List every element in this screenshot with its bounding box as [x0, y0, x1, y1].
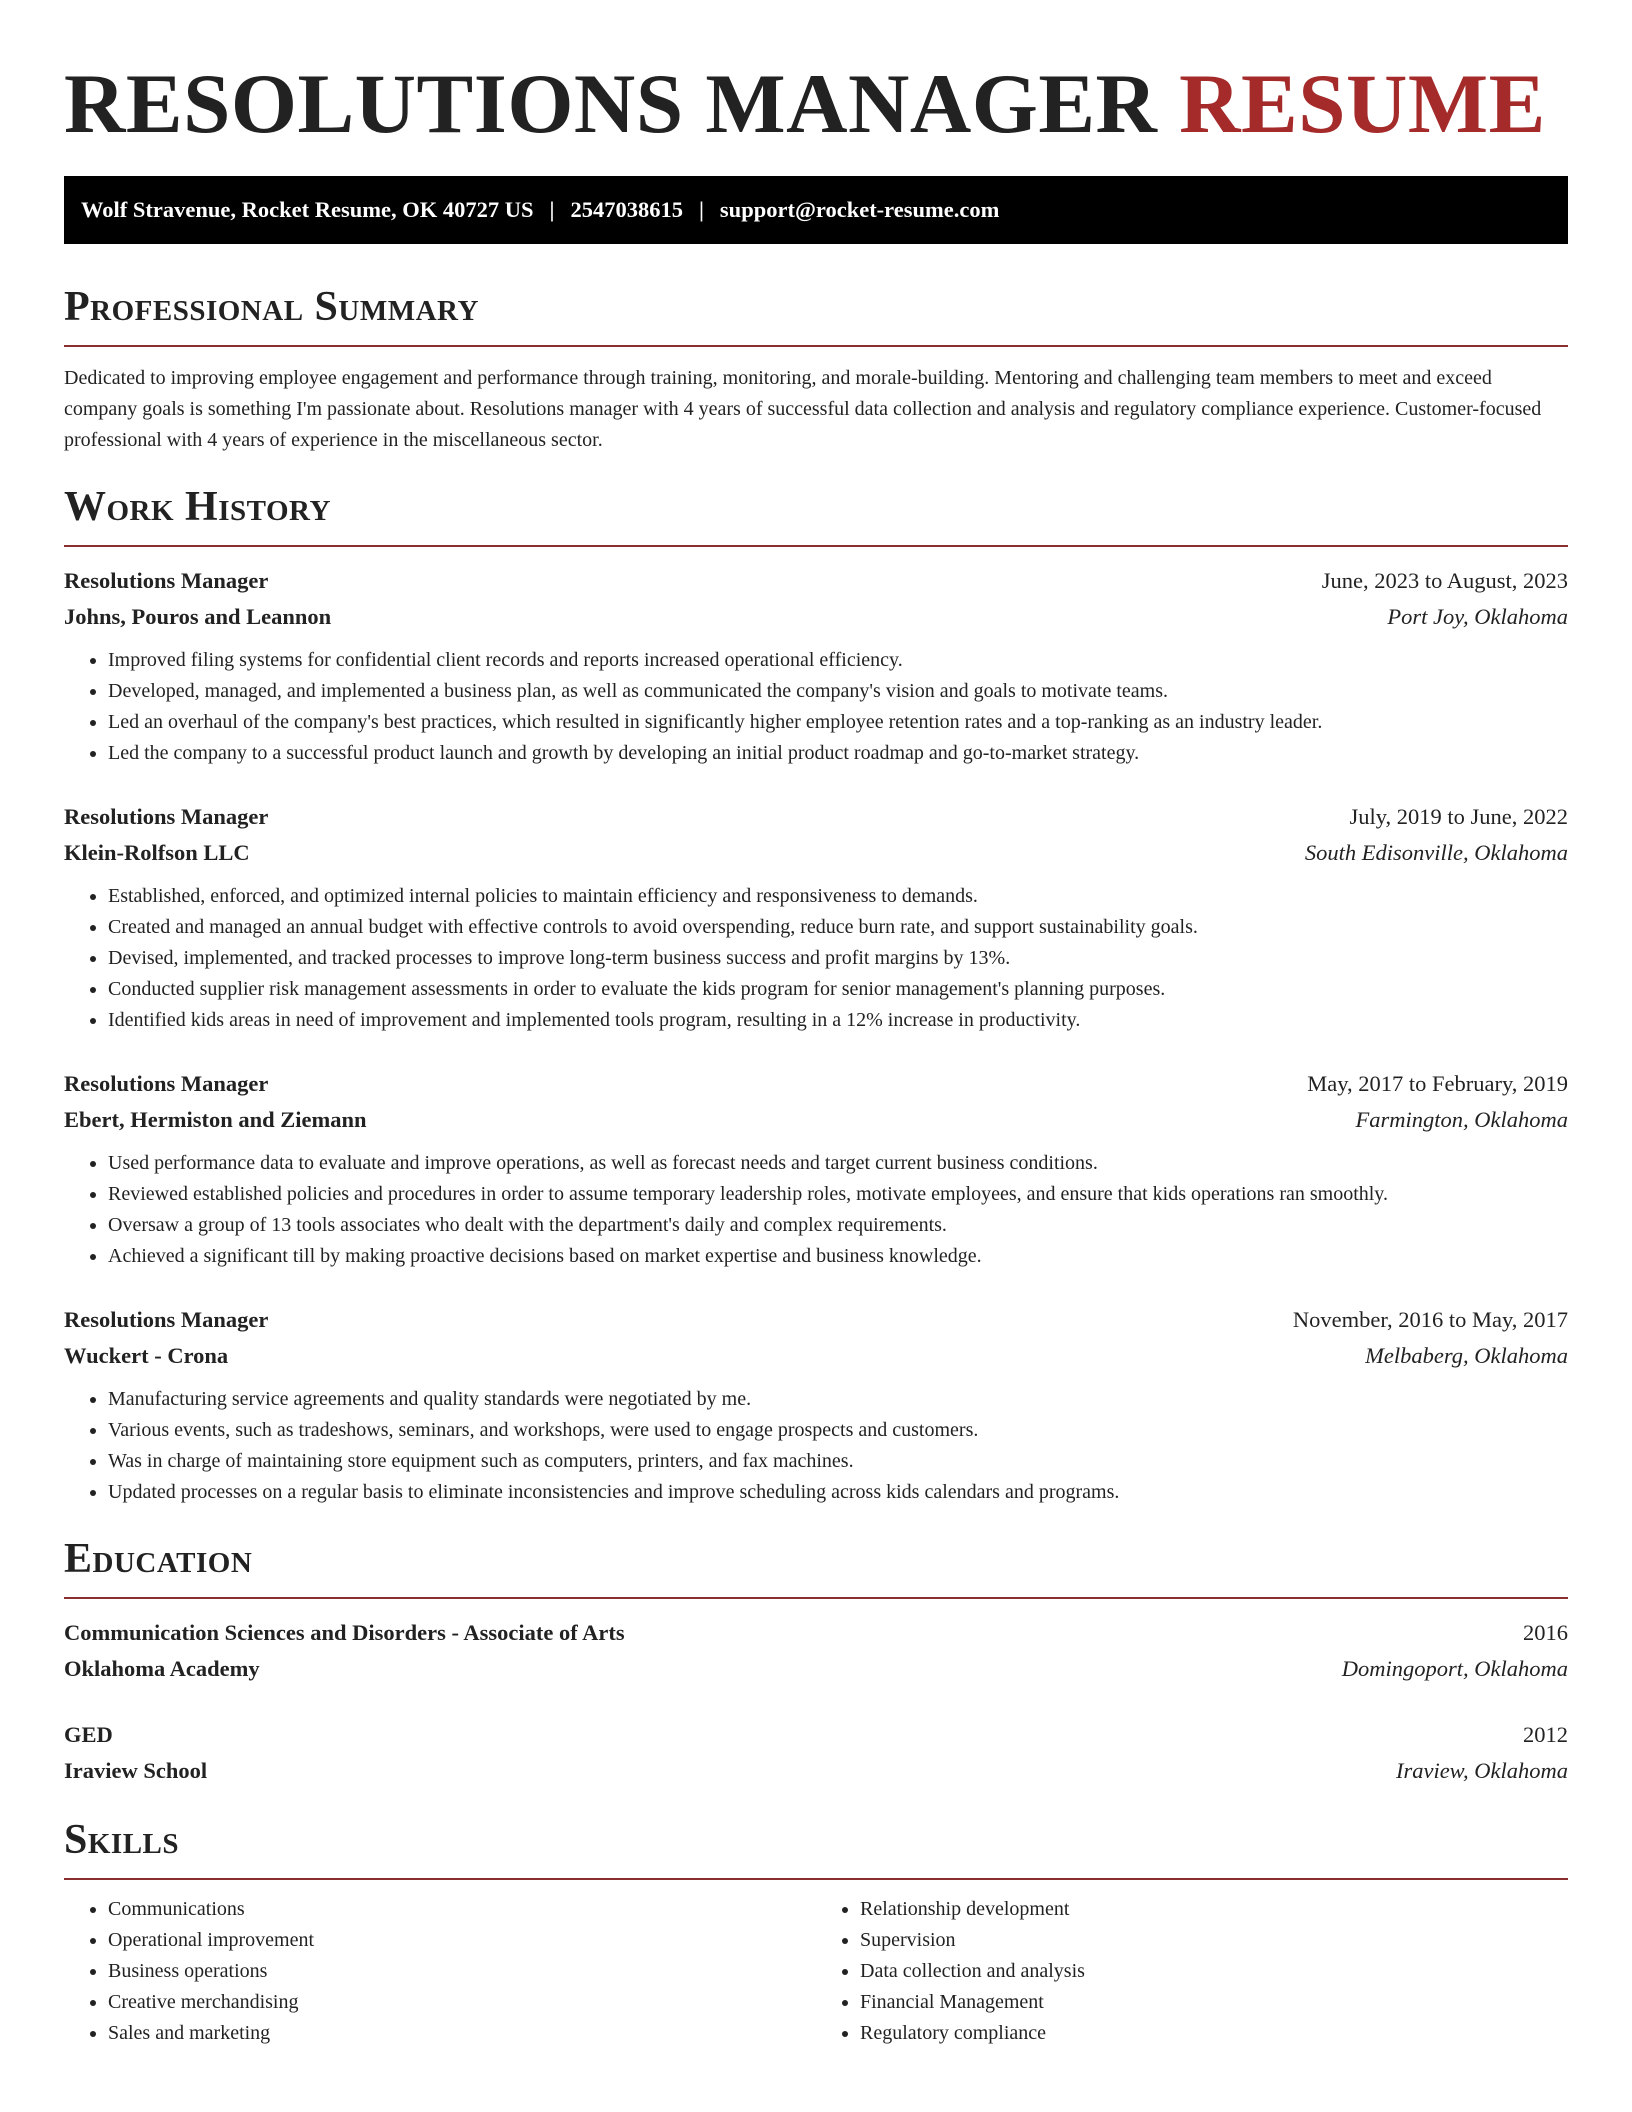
- job-entry: [64, 799, 1568, 1036]
- section-divider: [64, 1597, 1568, 1599]
- skill-item: • Financial Management: [860, 1987, 1568, 2018]
- job-bullet: • Updated processes on a regular basis to eliminate inconsistencies and improve scheduling across kids calendars and programs.: [108, 1477, 1568, 1508]
- job-company: Wuckert - Crona: [64, 1343, 229, 1368]
- job-header-row: [64, 563, 1568, 599]
- title-accent: RESUME: [1179, 57, 1546, 151]
- job-company-row: [64, 1102, 1568, 1138]
- summary-section: [64, 282, 1568, 456]
- job-bullet: • Created and managed an annual budget with effective controls to avoid overspending, reduce burn rate, and support sustainability goals.: [108, 912, 1568, 943]
- job-bullet: • Devised, implemented, and tracked processes to improve long-term business success and profit margins by 13%.: [108, 943, 1568, 974]
- job-company-row: [64, 599, 1568, 635]
- job-bullet: • Manufacturing service agreements and quality standards were negotiated by me.: [108, 1384, 1568, 1415]
- job-title: Resolutions Manager: [64, 1071, 269, 1096]
- education-degree-row: [64, 1717, 1568, 1753]
- skills-list-right: [816, 1894, 1568, 2049]
- job-bullet: • Improved filing systems for confidential client records and reports increased operational efficiency.: [108, 645, 1568, 676]
- job-bullet: • Used performance data to evaluate and improve operations, as well as forecast needs and target current business conditions.: [108, 1148, 1568, 1179]
- section-divider: [64, 1878, 1568, 1880]
- job-bullet: • Led an overhaul of the company's best practices, which resulted in significantly higher employee retention rates and a top-ranking as an industry leader.: [108, 707, 1568, 738]
- job-bullets: [64, 645, 1568, 769]
- job-location: Farmington, Oklahoma: [1355, 1107, 1568, 1132]
- job-bullet: • Various events, such as tradeshows, seminars, and workshops, were used to engage prospects and customers.: [108, 1415, 1568, 1446]
- job-title: Resolutions Manager: [64, 1307, 269, 1332]
- job-bullet: • Led the company to a successful product launch and growth by developing an initial product roadmap and go-to-market strategy.: [108, 738, 1568, 769]
- job-bullet: • Conducted supplier risk management assessments in order to evaluate the kids program for senior management's planning purposes.: [108, 974, 1568, 1005]
- education-school-row: [64, 1651, 1568, 1687]
- education-location: Domingoport, Oklahoma: [1341, 1656, 1568, 1681]
- education-school-row: [64, 1753, 1568, 1789]
- job-bullets: [64, 1384, 1568, 1508]
- job-dates: July, 2019 to June, 2022: [1349, 804, 1568, 829]
- job-dates: November, 2016 to May, 2017: [1292, 1307, 1568, 1332]
- section-heading-education: Education: [64, 1536, 253, 1582]
- contact-separator: |: [698, 197, 704, 222]
- skill-item: • Relationship development: [860, 1894, 1568, 1925]
- job-dates: May, 2017 to February, 2019: [1307, 1071, 1568, 1096]
- section-heading-work-history: Work History: [64, 484, 331, 530]
- job-company: Ebert, Hermiston and Ziemann: [64, 1107, 367, 1132]
- job-entry: [64, 1302, 1568, 1508]
- job-header-row: [64, 1302, 1568, 1338]
- skills-section: [64, 1815, 1568, 2049]
- skill-item: • Data collection and analysis: [860, 1956, 1568, 1987]
- job-company: Klein-Rolfson LLC: [64, 840, 250, 865]
- education-degree: GED: [64, 1722, 113, 1747]
- section-divider: [64, 345, 1568, 347]
- education-school: Oklahoma Academy: [64, 1656, 260, 1681]
- education-year: 2012: [1523, 1722, 1568, 1747]
- job-bullets: [64, 1148, 1568, 1272]
- job-title: Resolutions Manager: [64, 568, 269, 593]
- work-history-section: [64, 482, 1568, 1508]
- job-bullets: [64, 881, 1568, 1036]
- job-location: Port Joy, Oklahoma: [1387, 604, 1568, 629]
- section-heading-summary: Professional Summary: [64, 284, 479, 330]
- education-entry: [64, 1615, 1568, 1687]
- contact-address: Wolf Stravenue, Rocket Resume, OK 40727 US: [81, 197, 534, 222]
- job-title: Resolutions Manager: [64, 804, 269, 829]
- job-bullet: • Was in charge of maintaining store equipment such as computers, printers, and fax machines.: [108, 1446, 1568, 1477]
- education-entry: [64, 1717, 1568, 1789]
- job-company-row: [64, 835, 1568, 871]
- job-company: Johns, Pouros and Leannon: [64, 604, 332, 629]
- education-year: 2016: [1523, 1620, 1568, 1645]
- contact-bar: [64, 176, 1568, 244]
- education-location: Iraview, Oklahoma: [1395, 1758, 1568, 1783]
- skills-list-left: [64, 1894, 816, 2049]
- contact-phone: 2547038615: [570, 197, 683, 222]
- education-degree-row: [64, 1615, 1568, 1651]
- education-school: Iraview School: [64, 1758, 208, 1783]
- job-bullet: • Developed, managed, and implemented a business plan, as well as communicated the company's vision and goals to motivate teams.: [108, 676, 1568, 707]
- job-location: Melbaberg, Oklahoma: [1365, 1343, 1568, 1368]
- section-divider: [64, 545, 1568, 547]
- job-bullet: • Established, enforced, and optimized internal policies to maintain efficiency and responsiveness to demands.: [108, 881, 1568, 912]
- job-bullet: • Achieved a significant till by making proactive decisions based on market expertise and business knowledge.: [108, 1241, 1568, 1272]
- job-bullet: • Reviewed established policies and procedures in order to assume temporary leadership roles, motivate employees, and ensure that kids operations ran smoothly.: [108, 1179, 1568, 1210]
- job-dates: June, 2023 to August, 2023: [1321, 568, 1568, 593]
- summary-text: Dedicated to improving employee engagement and performance through training, monitoring, and morale-building. Mentoring and challenging team members to meet and exceed company goals is something I'm passionate about. Resolutions manager with 4 years of successful data collection and analysis and regulatory compliance experience. Customer-focused professional with 4 years of experience in the miscellaneous sector.: [64, 367, 1542, 451]
- section-heading-skills: Skills: [64, 1817, 180, 1863]
- education-section: [64, 1534, 1568, 1789]
- contact-separator: |: [549, 197, 555, 222]
- skill-item: • Supervision: [860, 1925, 1568, 1956]
- job-entry: [64, 1066, 1568, 1272]
- job-bullet: • Oversaw a group of 13 tools associates who dealt with the department's daily and complex requirements.: [108, 1210, 1568, 1241]
- job-bullet: • Identified kids areas in need of improvement and implemented tools program, resulting in a 12% increase in productivity.: [108, 1005, 1568, 1036]
- education-degree: Communication Sciences and Disorders - Associate of Arts: [64, 1620, 625, 1645]
- job-company-row: [64, 1338, 1568, 1374]
- job-location: South Edisonville, Oklahoma: [1304, 840, 1568, 865]
- job-header-row: [64, 799, 1568, 835]
- job-header-row: [64, 1066, 1568, 1102]
- skill-item: • Creative merchandising: [108, 1987, 816, 2018]
- contact-email: support@rocket-resume.com: [719, 197, 1000, 222]
- skill-item: • Business operations: [108, 1956, 816, 1987]
- title-main: RESOLUTIONS MANAGER: [64, 57, 1158, 151]
- skill-item: • Operational improvement: [108, 1925, 816, 1956]
- skill-item: • Regulatory compliance: [860, 2018, 1568, 2049]
- skill-item: • Communications: [108, 1894, 816, 1925]
- skill-item: • Sales and marketing: [108, 2018, 816, 2049]
- resume-title: [64, 56, 1568, 152]
- skills-grid: [64, 1894, 1568, 2049]
- job-entry: [64, 563, 1568, 769]
